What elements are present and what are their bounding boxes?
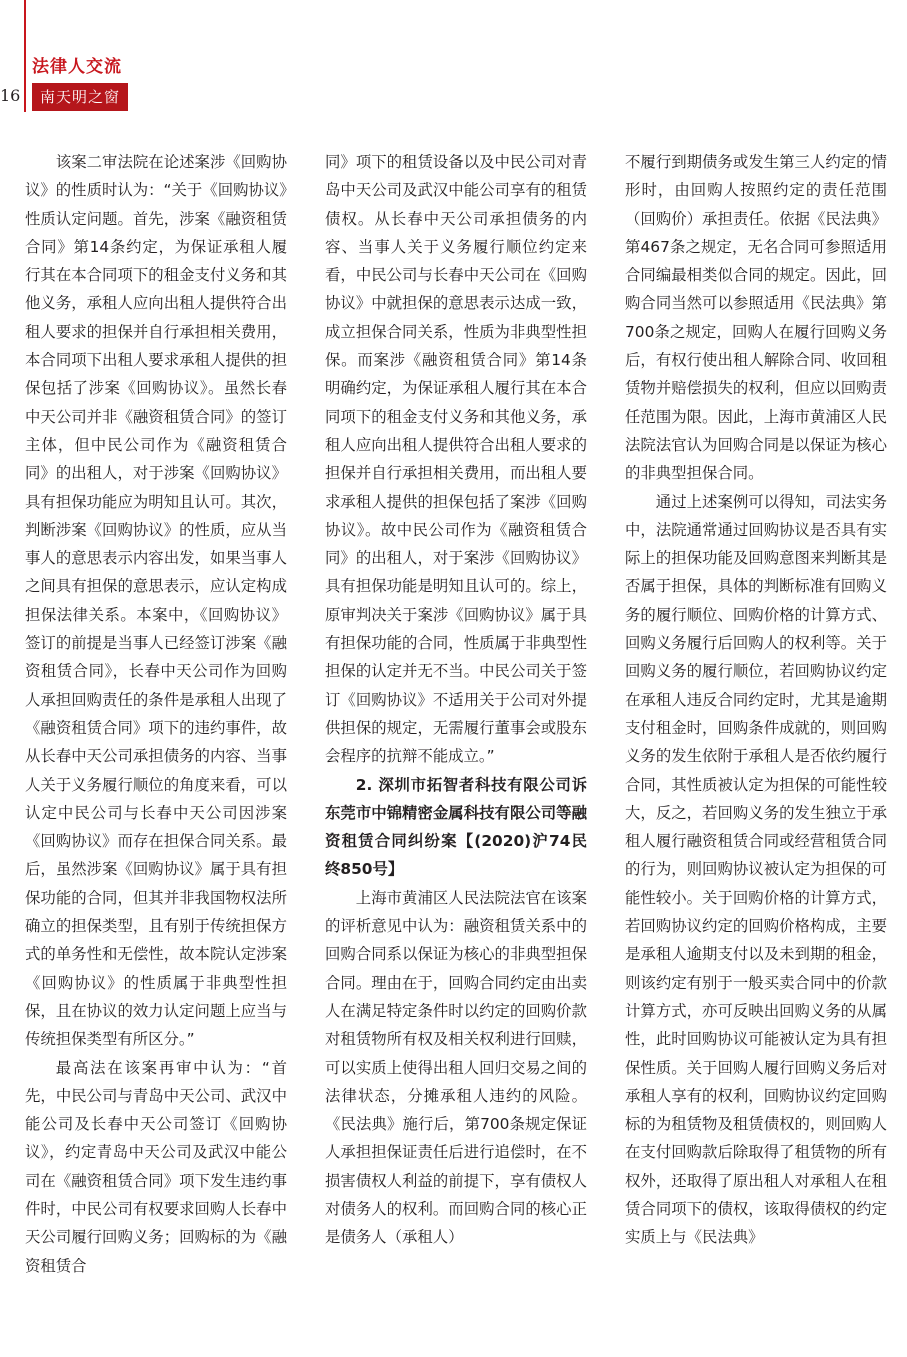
page-number: 16: [0, 86, 21, 105]
paragraph: 2. 深圳市拓智者科技有限公司诉东莞市中锦精密金属科技有限公司等融资租赁合同纠纷案【(2020)沪74民终850号】: [325, 775, 587, 879]
column-title: 法律人交流: [32, 57, 122, 77]
paragraph: 通过上述案例可以得知，司法实务中，法院通常通过回购协议是否具有实际上的担保功能及回购意图来判断其是否属于担保，具体的判断标准有回购义务的履行顺位、回购价格的计算方式、回购义务履行后回购人的权利等。关于回购义务的履行顺位，若回购协议约定在承租人违反合同约定时，尤其是逾期支付租金时，回购条件成就的，则回购义务的发生依附于承租人是否依约履行合同，其性质被认定为担保的可能性较大，反之，若回购义务的发生独立于承租人履行融资租赁合同或经营租赁合同的行为，则回购协议被认定为担保的可能性较小。关于回购价格的计算方式，若回购协议约定的回购价格构成，主要是承租人逾期支付以及未到期的租金，则该约定有别于一般买卖合同中的价款计算方式，亦可反映出回购义务的从属性，此时回购协议可能被认定为具有担保性质。关于回购人履行回购义务后对承租人享有的权利，回购协议约定回购标的为租赁物及租赁债权的，则回购人在支付回购款后除取得了租赁物的所有权外，还取得了原出租人对承租人在租赁合同项下的债权，该取得债权的约定实质上与《民法典》: [625, 492, 887, 1247]
paragraph: 该案二审法院在论述案涉《回购协议》的性质时认为：“关于《回购协议》性质认定问题。首先，涉案《融资租赁合同》第14条约定，为保证承租人履行其在本合同项下的租金支付义务和其他义务，承租人应向出租人提供符合出租人要求的担保并自行承担相关费用，本合同项下出租人要求承租人提供的担保包括了涉案《回购协议》。虽然长春中天公司并非《融资租赁合同》的签订主体，但中民公司作为《融资租赁合同》的出租人，对于涉案《回购协议》具有担保功能应为明知且认可。其次，判断涉案《回购协议》的性质，应从当事人的意思表示内容出发，如果当事人之间具有担保的意思表示，应认定构成担保法律关系。本案中，《回购协议》签订的前提是当事人已经签订涉案《融资租赁合同》，长春中天公司作为回购人承担回购责任的条件是承租人出现了《融资租赁合同》项下的违约事件，故从长春中天公司承担债务的内容、当事人关于义务履行顺位的角度来看，可以认定中民公司与长春中天公司因涉案《回购协议》而存在担保合同关系。最后，虽然涉案《回购协议》属于具有担保功能的合同，但其并非我国物权法所确立的担保类型，且有别于传统担保方式的单务性和无偿性，故本院认定涉案《回购协议》的性质属于非典型性担保，且在协议的效力认定问题上应当与传统担保类型有所区分。”: [25, 153, 287, 1049]
text-column-2: [325, 148, 587, 1357]
paragraph: 最高法在该案再审中认为：“首先，中民公司与青岛中天公司、武汉中能公司及长春中天公司签订《回购协议》，约定青岛中天公司及武汉中能公司在《融资租赁合同》项下发生违约事件时，中民公司有权要求回购人长春中天公司履行回购义务；回购标的为《融资租赁合: [25, 1058, 287, 1275]
paragraph: 同》项下的租赁设备以及中民公司对青岛中天公司及武汉中能公司享有的租赁债权。从长春中天公司承担债务的内容、当事人关于义务履行顺位约定来看，中民公司与长春中天公司在《回购协议》中就担保的意思表示达成一致，成立担保合同关系，性质为非典型性担保。而案涉《融资租赁合同》第14条明确约定，为保证承租人履行其在本合同项下的租金支付义务和其他义务，承租人应向出租人提供符合出租人要求的担保并自行承担相关费用，而出租人要求承租人提供的担保包括了案涉《回购协议》。故中民公司作为《融资租赁合同》的出租人，对于案涉《回购协议》具有担保功能是明知且认可的。综上，原审判决关于案涉《回购协议》属于具有担保功能的合同，性质属于非典型性担保的认定并无不当。中民公司关于签订《回购协议》不适用关于公司对外提供担保的规定，无需履行董事会或股东会程序的抗辩不能成立。”: [325, 153, 587, 766]
paragraph: 不履行到期债务或发生第三人约定的情形时，由回购人按照约定的责任范围（回购价）承担责任。依据《民法典》第467条之规定，无名合同可参照适用合同编最相类似合同的规定。因此，回购合同当然可以参照适用《民法典》第700条之规定，回购人在履行回购义务后，有权行使出租人解除合同、收回租赁物并赔偿损失的权利，但应以回购责任范围为限。因此，上海市黄浦区人民法院法官认为回购合同是以保证为核心的非典型担保合同。: [625, 153, 887, 483]
text-column-1: [25, 148, 287, 1357]
text-column-3: [625, 148, 887, 1357]
paragraph: 上海市黄浦区人民法院法官在该案的评析意见中认为：融资租赁关系中的回购合同系以保证为核心的非典型担保合同。理由在于，回购合同约定由出卖人在满足特定条件时以约定的回购价款对租赁物所有权及相关权利进行回赎，可以实质上使得出租人回归交易之间的法律状态，分摊承租人违约的风险。《民法典》施行后，第700条规定保证人承担担保证责任后进行追偿时，在不损害债权人利益的前提下，享有债权人对债务人的权利。而回购合同的核心正是债务人（承租人）: [325, 888, 587, 1247]
column-badge: 南天明之窗: [32, 83, 128, 111]
header-rule: [24, 0, 26, 112]
page-header: [0, 0, 907, 120]
